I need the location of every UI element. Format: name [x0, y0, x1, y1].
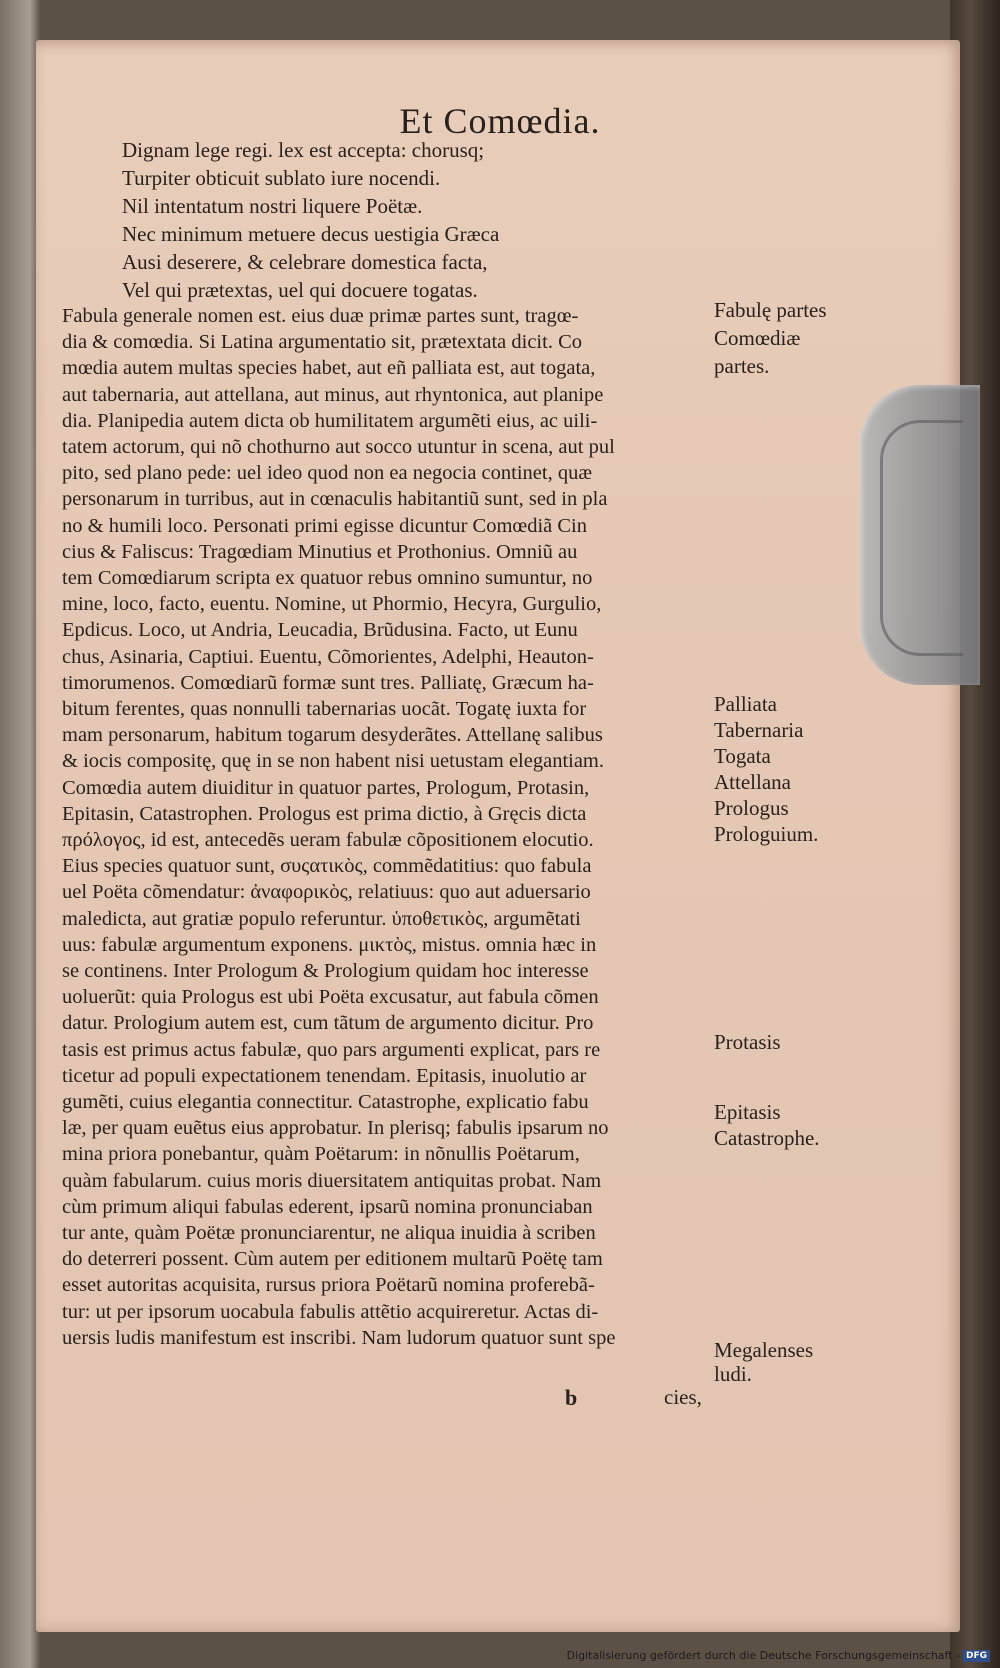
- verse-line: Turpiter obticuit sublato iure nocendi.: [122, 166, 441, 190]
- body-line: Eius species quatuor sunt, συςατικὸς, commẽdatitius: quo fabula: [62, 855, 592, 878]
- signature-mark: b: [565, 1385, 578, 1410]
- body-line: tatem actorum, qui nõ chothurno aut socco utuntur in scena, aut pul: [62, 436, 615, 458]
- body-line: ticetur ad populi expectationem tenendam. Epitasis, inuolutio ar: [62, 1064, 587, 1087]
- margin-note: partes.: [714, 354, 770, 378]
- margin-note: Togata: [714, 744, 771, 768]
- verse-line: Nil intentatum nostri liquere Poëtæ.: [122, 194, 423, 218]
- margin-note: Catastrophe.: [714, 1126, 820, 1150]
- margin-note: Palliata: [714, 692, 777, 716]
- body-line: pito, sed plano pede: uel ideo quod non ea negocia continet, quæ: [62, 462, 593, 485]
- body-line: tem Comœdiarum scripta ex quatuor rebus omnino sumuntur, no: [62, 567, 593, 589]
- margin-note: Epitasis: [714, 1100, 781, 1124]
- body-line: gumẽti, cuius elegantia connectitur. Catastrophe, explicatio fabu: [62, 1091, 589, 1113]
- body-line: no & humili loco. Personati primi egisse dicuntur Comœdiã Cin: [62, 514, 587, 537]
- margin-note: Prologus: [714, 796, 789, 820]
- margin-note: Attellana: [714, 770, 791, 794]
- body-line: uus: fabulæ argumentum exponens. μικτὸς, mistus. omnia hæc in: [62, 933, 597, 956]
- body-line: bitum ferentes, quas nonnulli tabernarias uocãt. Togatę iuxta for: [62, 698, 587, 720]
- body-line: dia. Planipedia autem dicta ob humilitatem argumẽti eius, ac uili-: [62, 409, 598, 432]
- body-line: se continens. Inter Prologum & Prologium quidam hoc interesse: [62, 960, 589, 982]
- body-line: aut tabernaria, aut attellana, aut minus, aut rhyntonica, aut planipe: [62, 383, 604, 406]
- margin-note: Tabernaria: [714, 718, 804, 742]
- verse-line: Ausi deserere, & celebrare domestica facta,: [122, 250, 488, 274]
- body-line: personarum in turribus, aut in cœnaculis habitantiũ sunt, sed in pla: [62, 488, 608, 511]
- body-line: uersis ludis manifestum est inscribi. Nam ludorum quatuor sunt spe: [62, 1326, 616, 1349]
- margin-note: Prologuium.: [714, 822, 819, 846]
- body-line: do deterreri possent. Cùm autem per editionem multarũ Poëtę tam: [62, 1248, 603, 1271]
- body-line: Comœdia autem diuiditur in quatuor partes, Prologum, Protasin,: [62, 776, 590, 799]
- body-line: mine, loco, facto, euentu. Nomine, ut Phormio, Hecyra, Gurgulio,: [62, 593, 602, 616]
- body-line: dia & comœdia. Si Latina argumentatio sit, prætextata dicit. Co: [62, 331, 582, 354]
- verse-line: Dignam lege regi. lex est accepta: chorusq;: [122, 138, 485, 162]
- body-line: mam personarum, habitum togarum desyderãtes. Attellanę salibus: [62, 724, 603, 747]
- margin-note: Fabulę partes: [714, 298, 827, 322]
- margin-note: Megalenses: [714, 1338, 814, 1362]
- body-line: tur ante, quàm Poëtæ pronunciarentur, ne aliqua inuidia à scriben: [62, 1222, 596, 1244]
- body-line: tasis est primus actus fabulæ, quo pars argumenti explicat, pars re: [62, 1038, 601, 1061]
- verse-line: Nec minimum metuere decus uestigia Græca: [122, 222, 500, 246]
- body-line: timorumenos. Comœdiarũ formæ sunt tres. Palliatę, Græcum ha-: [62, 671, 594, 694]
- dfg-logo: DFG: [963, 1650, 990, 1662]
- margin-note: Protasis: [714, 1030, 781, 1054]
- footer-text: Digitalisierung gefördert durch die Deutsche Forschungsgemeinschaft -: [566, 1649, 960, 1662]
- body-line: quàm fabularum. cuius moris diuersitatem antiquitas probat. Nam: [62, 1169, 602, 1192]
- body-line: uoluerũt: quia Prologus est ubi Poëta excusatur, aut fabula cõmen: [62, 986, 599, 1009]
- body-line: læ, per quam euẽtus eius approbatur. In plerisq; fabulis ipsarum no: [62, 1117, 609, 1140]
- body-line: mina priora ponebantur, quàm Poëtarum: in nõnullis Poëtarum,: [62, 1143, 580, 1166]
- body-line: Epdicus. Loco, ut Andria, Leucadia, Brũdusina. Facto, ut Eunu: [62, 619, 578, 642]
- body-line: mœdia autem multas species habet, aut eñ palliata est, aut togata,: [62, 357, 596, 380]
- body-line: Epitasin, Catastrophen. Prologus est prima dictio, à Gręcis dicta: [62, 802, 587, 825]
- page-title: Et Comœdia.: [399, 101, 601, 141]
- body-line: esset autoritas acquisita, rursus priora Poëtarũ nomina proferebã-: [62, 1274, 595, 1297]
- body-line: maledicta, aut gratiæ populo referuntur. ὑποθετικὸς, argumẽtati: [62, 907, 581, 930]
- body-line: & iocis compositę, quę in se non habent nisi uetustam elegantiam.: [62, 750, 604, 773]
- margin-note: Comœdiæ: [714, 326, 801, 350]
- clip-rim: [880, 420, 963, 656]
- body-line: Fabula generale nomen est. eius duæ primæ partes sunt, tragœ-: [62, 305, 579, 327]
- body-line: chus, Asinaria, Captiui. Euentu, Cõmorientes, Adelphi, Heauton-: [62, 645, 594, 668]
- body-line: datur. Prologium autem est, cum tãtum de argumento dicitur. Pro: [62, 1012, 594, 1035]
- catchword: cies,: [664, 1385, 702, 1409]
- margin-note: ludi.: [714, 1362, 752, 1386]
- body-line: πρόλογος, id est, antecedẽs ueram fabulæ cõpositionem elocutio.: [62, 829, 594, 851]
- body-line: cius & Faliscus: Tragœdiam Minutius et Prothonius. Omniũ au: [62, 540, 578, 563]
- body-line: cùm primum aliqui fabulas ederent, ipsarũ nomina pronunciaban: [62, 1195, 593, 1218]
- body-line: tur: ut per ipsorum uocabula fabulis attẽtio acquireretur. Actas di-: [62, 1300, 599, 1323]
- verse-line: Vel qui prætextas, uel qui docuere togatas.: [122, 278, 478, 302]
- footer-credit: [0, 1649, 990, 1662]
- body-line: uel Poëta cõmendatur: ἀναφορικὸς, relatiuus: quo aut aduersario: [62, 881, 591, 904]
